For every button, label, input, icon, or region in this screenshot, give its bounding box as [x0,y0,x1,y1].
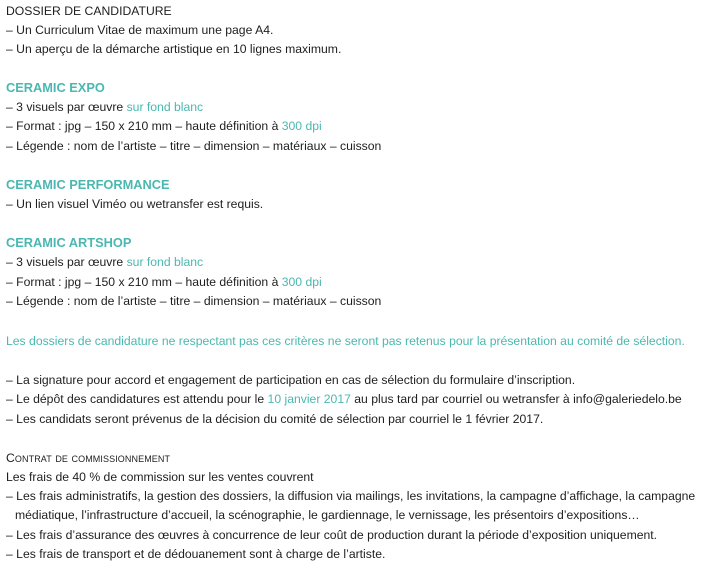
criteria-notice: Les dossiers de candidature ne respectant pas ces critères ne seront pas retenus pour la présentation au comité de sélection. [6,334,685,348]
artshop-visuals: – 3 visuels par œuvre sur fond blanc [6,255,204,269]
performance-title: CERAMIC PERFORMANCE [6,177,170,192]
artshop-title: CERAMIC ARTSHOP [6,235,132,250]
expo-visuals: – 3 visuels par œuvre sur fond blanc [6,100,204,114]
depot-date: 10 janvier 2017 [267,392,351,406]
dossier-title: DOSSIER DE CANDIDATURE [6,4,172,18]
condition-candidats: – Les candidats seront prévenus de la décision du comité de sélection par courriel le 1 février 2017. [6,412,544,426]
contrat-transport: – Les frais de transport et de dédouanement sont à charge de l’artiste. [6,547,386,561]
contrat-intro: Les frais de 40 % de commission sur les ventes couvrent [6,470,314,484]
expo-legend: – Légende : nom de l’artiste – titre – dimension – matériaux – cuisson [6,139,382,153]
expo-format: – Format : jpg – 150 x 210 mm – haute définition à 300 dpi [6,119,322,133]
expo-title: CERAMIC EXPO [6,80,105,95]
dossier-item-cv: – Un Curriculum Vitae de maximum une page A4. [6,23,274,37]
contrat-title: Contrat de commissionnement [6,451,171,465]
artshop-legend: – Légende : nom de l’artiste – titre – dimension – matériaux – cuisson [6,294,382,308]
contrat-assurance: – Les frais d’assurance des œuvres à concurrence de leur coût de production durant la période d’exposition uniquement. [6,528,658,542]
artshop-format: – Format : jpg – 150 x 210 mm – haute définition à 300 dpi [6,275,322,289]
dossier-item-demarche: – Un aperçu de la démarche artistique en 10 lignes maximum. [6,42,342,56]
contrat-admin-line1: – Les frais administratifs, la gestion des dossiers, la diffusion via mailings, les invitations, la campagne d’affichage, la campagne [6,489,696,503]
condition-depot: – Le dépôt des candidatures est attendu pour le 10 janvier 2017 au plus tard par courriel ou wetransfer à info@galeriedelo.be [6,392,682,406]
contrat-admin-line2: médiatique, l’infrastructure d’accueil, la scénographie, le gardiennage, le vernissage, les présentoirs d’expositions… [15,508,640,522]
performance-item: – Un lien visuel Viméo ou wetransfer est requis. [6,197,264,211]
condition-signature: – La signature pour accord et engagement de participation en cas de sélection du formulaire d’inscription. [6,373,576,387]
